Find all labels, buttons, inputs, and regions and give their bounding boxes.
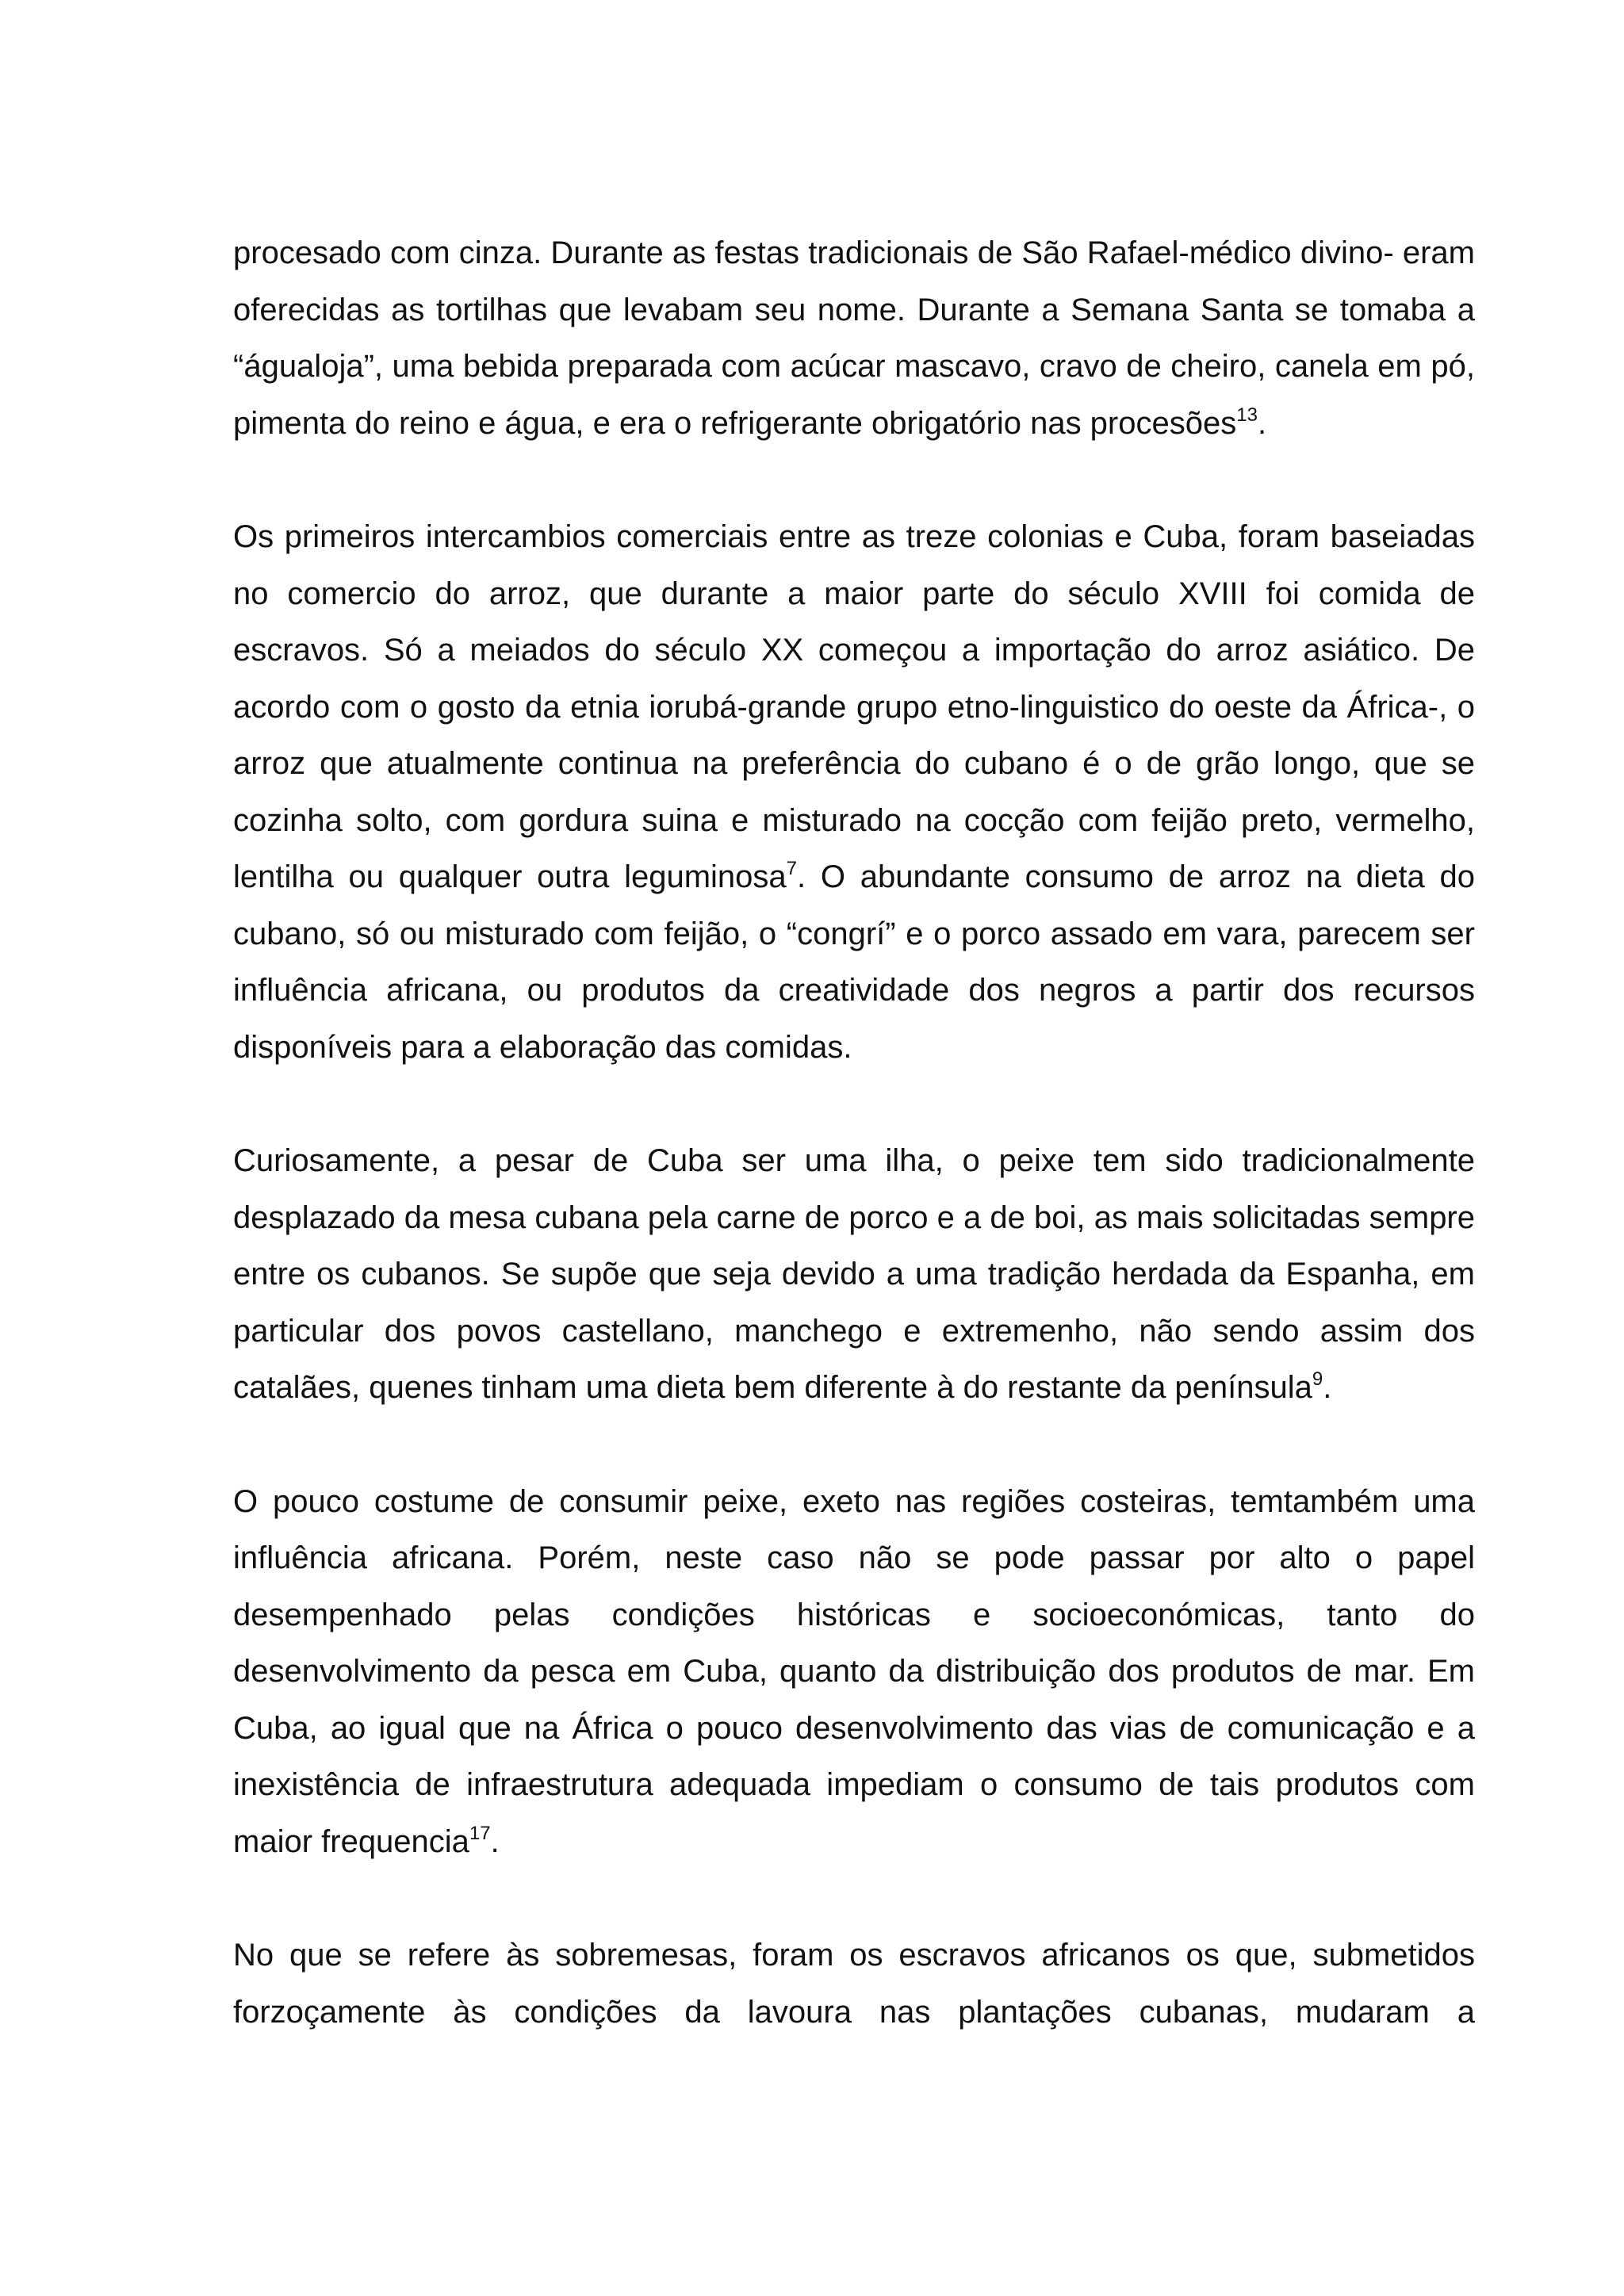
footnote-ref-13: 13 <box>1236 404 1258 426</box>
paragraph-4-text-a: O pouco costume de consumir peixe, exeto nas regiões costeiras, temtambém uma influência africana. Porém, neste caso não se pode passar por alto o papel desempenhado pelas condições históricas e socioeconómicas, tanto do desenvolvimento da pesca em Cuba, quanto da distribuição dos produtos de mar. Em Cuba, ao igual que na África o pouco desenvolvimento das vias de comunicação e a inexistência de infraestrutura adequada impediam o consumo de tais produtos com maior frequencia <box>233 1483 1475 1859</box>
footnote-ref-9: 9 <box>1312 1368 1323 1390</box>
paragraph-2 <box>233 509 1475 1076</box>
paragraph-3 <box>233 1133 1475 1417</box>
paragraph-3-text-b: . <box>1323 1370 1332 1405</box>
paragraph-5 <box>233 1927 1475 2041</box>
paragraph-2-text-b: . O abundante consumo de arroz na dieta do cubano, só ou misturado com feijão, o “congrí” e o porco assado em vara, parecem ser influência africana, ou produtos da creatividade dos negros a partir dos recursos disponíveis para a elaboração das comidas. <box>233 859 1475 1065</box>
paragraph-4 <box>233 1474 1475 1871</box>
paragraph-1-text-a: procesado com cinza. Durante as festas tradicionais de São Rafael-médico divino- eram oferecidas as tortilhas que levabam seu nome. Durante a Semana Santa se tomaba a “águaloja”, uma bebida preparada com acúcar mascavo, cravo de cheiro, canela em pó, pimenta do reino e água, e era o refrigerante obrigatório nas procesões <box>233 235 1475 441</box>
body-text <box>233 225 1475 2098</box>
paragraph-1-text-b: . <box>1257 405 1267 441</box>
paragraph-2-text-a: Os primeiros intercambios comerciais entre as treze colonias e Cuba, foram baseiadas no comercio do arroz, que durante a maior parte do século XVIII foi comida de escravos. Só a meiados do século XX começou a importação do arroz asiático. De acordo com o gosto da etnia iorubá-grande grupo etno-linguistico do oeste da África-, o arroz que atualmente continua na preferência do cubano é o de grão longo, que se cozinha solto, com gordura suina e misturado na cocção com feijão preto, vermelho, lentilha ou qualquer outra leguminosa <box>233 519 1475 894</box>
paragraph-1 <box>233 225 1475 452</box>
footnote-ref-7: 7 <box>786 858 798 879</box>
paragraph-3-text-a: Curiosamente, a pesar de Cuba ser uma ilha, o peixe tem sido tradicionalmente desplazado da mesa cubana pela carne de porco e a de boi, as mais solicitadas sempre entre os cubanos. Se supõe que seja devido a uma tradição herdada da Espanha, em particular dos povos castellano, manchego e extremenho, não sendo assim dos catalães, quenes tinham uma dieta bem diferente à do restante da península <box>233 1143 1475 1405</box>
paragraph-4-text-b: . <box>490 1823 500 1859</box>
paragraph-5-text: No que se refere às sobremesas, foram os escravos africanos os que, submetidos forzoçamente às condições da lavoura nas plantações cubanas, mudaram a <box>233 1938 1475 2030</box>
footnote-ref-17: 17 <box>469 1822 491 1844</box>
